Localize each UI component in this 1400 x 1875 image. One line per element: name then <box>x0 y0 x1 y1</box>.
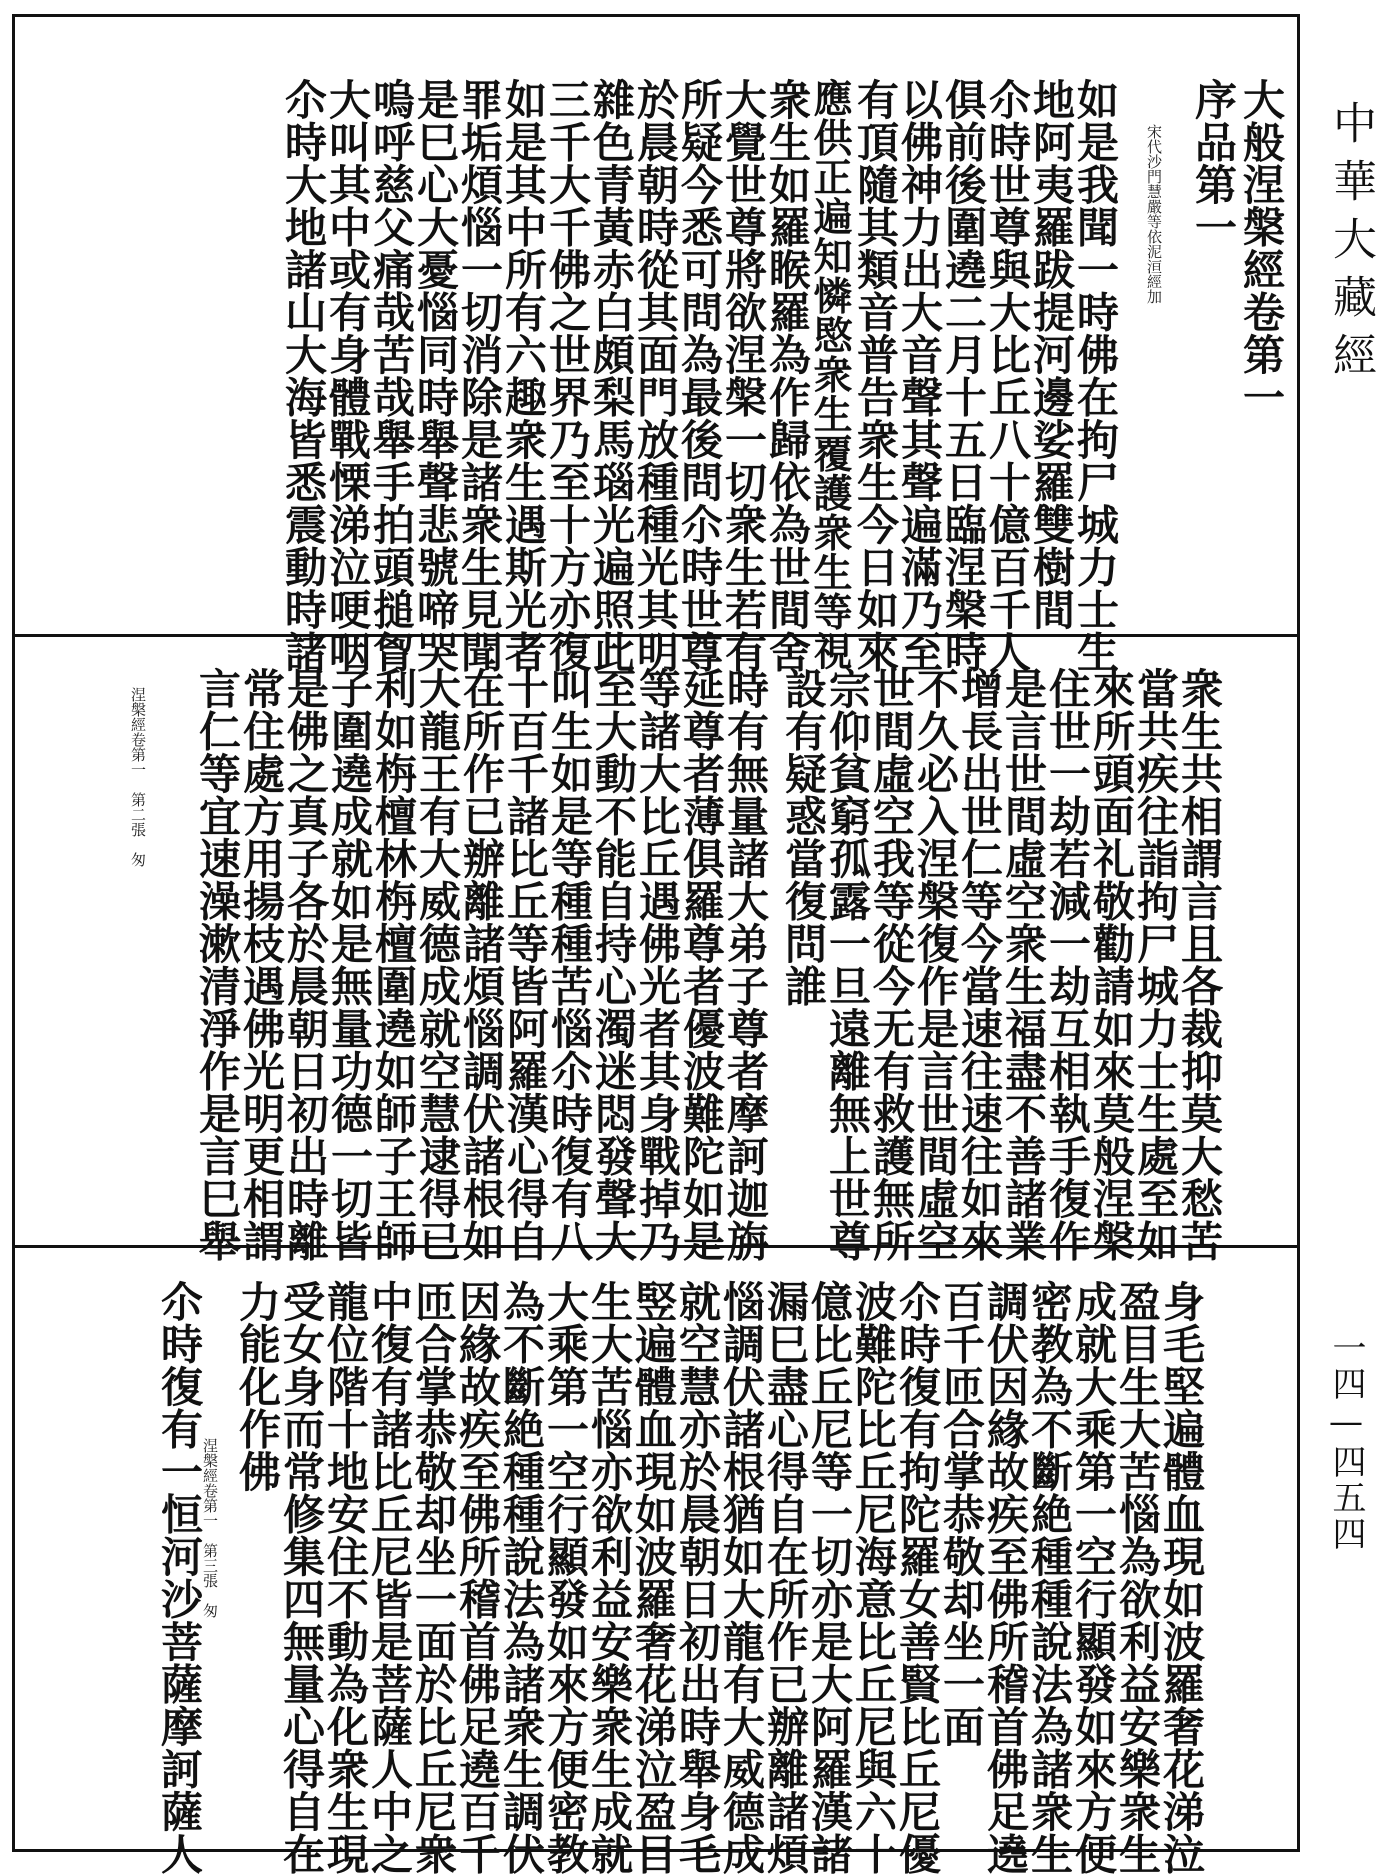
text-column: 所疑今悉可問為最後問尒時世尊 <box>675 78 724 673</box>
text-column: 雜色青黃赤白頗梨馬瑙光遍照此 <box>587 78 636 673</box>
text-column: 因緣故疾至佛所稽首佛足遶百千 <box>453 1280 502 1875</box>
text-column: 盈目生大苦惱為欲利益安樂衆生 <box>1113 1280 1162 1875</box>
text-column: 身毛堅遍體血現如波羅奢花涕泣 <box>1157 1280 1206 1875</box>
panel-1 <box>12 14 1300 673</box>
text-column: 波難陀比丘尼海意比丘尼與六十 <box>849 1280 898 1875</box>
text-column: 大覺世尊將欲涅槃一切衆生若有 <box>719 78 768 673</box>
text-column: 至大動不能自持心濁迷悶發聲大 <box>589 667 638 1262</box>
text-column: 竪遍體血現如波羅奢花涕泣盈目 <box>629 1280 678 1875</box>
text-column: 大叫其中或有身體戰慄涕泣哽咽 <box>323 78 372 673</box>
page-footer-note: 涅槃經卷第一 第三張 匆 <box>201 1438 219 1618</box>
text-column: 受女身而常修集四無量心得自在 <box>277 1280 326 1875</box>
text-column: 力能化作佛 <box>233 1280 282 1493</box>
text-column: 世間虛空我等從今无有救護無所 <box>867 667 916 1262</box>
text-column: 利如栴檀林栴檀圍遶如師子王師 <box>369 667 418 1262</box>
text-column: 衆生共相謂言且各裁抑莫大愁苦 <box>1175 667 1224 1262</box>
collection-title: 中華大藏經 <box>1325 100 1376 390</box>
text-column: 龍位階十地安住不動為化衆生現 <box>321 1280 370 1875</box>
text-column: 常住處方用揚枝遇佛光明更相謂 <box>237 667 286 1262</box>
text-column: 宗仰貧窮孤露一旦遠離無上世尊 <box>823 667 872 1262</box>
chapter-heading: 序品第一 <box>1189 78 1238 248</box>
sutra-title: 大般涅槃經卷第一 <box>1237 78 1286 418</box>
text-column: 如是其中所有六趣衆生遇斯光者 <box>499 78 548 673</box>
text-column: 尒時復有拘陀羅女善賢比丘尼優 <box>893 1280 942 1875</box>
text-column: 密教為不斷絶種種說法為諸衆生 <box>1025 1280 1074 1875</box>
text-column: 如是我聞一時佛在拘尸城力士生 <box>1071 78 1120 673</box>
text-column: 叫生如是等種種苦惱尒時復有八 <box>545 667 594 1262</box>
text-column: 罪垢煩惱一切消除是諸衆生見聞 <box>455 78 504 673</box>
text-column: 是佛之真子各於晨朝日初出時離 <box>281 667 330 1262</box>
text-column: 成就大乘第一空行顯發如來方便 <box>1069 1280 1118 1875</box>
text-column: 有頂隨其類音普告衆生今日如來 <box>851 78 900 673</box>
text-column: 在所作已辦離諸煩惱調伏諸根如 <box>457 667 506 1262</box>
text-column: 俱前後圍遶二月十五日臨涅槃時 <box>939 78 988 673</box>
text-column: 生大苦惱亦欲利益安樂衆生成就 <box>585 1280 634 1875</box>
text-column: 時有無量諸大弟子尊者摩訶迦旃 <box>721 667 770 1262</box>
text-column: 中復有諸比丘尼皆是菩薩人中之 <box>365 1280 414 1875</box>
text-column: 百千匝合掌恭敬却坐一面 <box>937 1280 986 1748</box>
text-column: 增長出世仁等今當速往速往如來 <box>955 667 1004 1262</box>
text-column: 是巳心大憂惱同時舉聲悲號啼哭 <box>411 78 460 673</box>
text-column: 大乘第一空行顯發如來方便密教 <box>541 1280 590 1875</box>
text-column: 來所頭面礼敬勸請如來莫般涅槃 <box>1087 667 1136 1262</box>
text-column: 大龍王有大威德成就空慧逮得已 <box>413 667 462 1262</box>
text-column: 住世一劫若減一劫互相執手復作 <box>1043 667 1092 1262</box>
text-column: 十百千諸比丘等皆阿羅漢心得自 <box>501 667 550 1262</box>
text-column: 三千大千佛之世界乃至十方亦復 <box>543 78 592 673</box>
text-column: 尒時復有一恒河沙菩薩摩訶薩人 <box>155 1280 204 1875</box>
page-footer-note: 涅槃經卷第一 第二張 匆 <box>129 687 147 867</box>
text-column: 不久必入涅槃復作是言世間虛空 <box>911 667 960 1262</box>
text-column: 應供正遍知憐愍衆生覆護衆生等視 <box>807 78 853 671</box>
panel-2 <box>12 637 1300 1262</box>
page-number: 一四—四五四 <box>1326 1330 1366 1552</box>
text-column: 子圍遶成就如是無量功德一切皆 <box>325 667 374 1262</box>
text-column: 調伏因緣故疾至佛所稽首佛足遶 <box>981 1280 1030 1875</box>
text-column: 延尊者薄俱羅尊者優波難陀如是 <box>677 667 726 1262</box>
text-column: 當共疾往詣拘尸城力士生處至如 <box>1131 667 1180 1262</box>
text-column: 為不斷絶種種說法為諸衆生調伏 <box>497 1280 546 1875</box>
text-column: 尒時大地諸山大海皆悉震動時諸 <box>279 78 328 673</box>
text-column: 於晨朝時從其面門放種種光其明 <box>631 78 680 673</box>
text-column: 等諸大比丘遇佛光者其身戰掉乃 <box>633 667 682 1262</box>
text-column: 言仁等宜速澡漱清淨作是言巳舉 <box>193 667 242 1262</box>
text-column: 匝合掌恭敬却坐一面於比丘尼衆 <box>409 1280 458 1875</box>
text-column: 以佛神力出大音聲其聲遍滿乃至 <box>895 78 944 673</box>
text-column: 地阿夷羅跋提河邊娑羅雙樹間 <box>1027 78 1076 631</box>
text-column: 是言世間虛空衆生福盡不善諸業 <box>999 667 1048 1262</box>
text-column: 就空慧亦於晨朝日初出時舉身毛 <box>673 1280 722 1875</box>
text-column: 尒時世尊與大比丘八十億百千人 <box>983 78 1032 673</box>
text-column: 漏巳盡心得自在所作已辦離諸煩 <box>761 1280 810 1875</box>
text-column: 設有疑惑當復問誰 <box>779 667 828 1007</box>
text-column: 衆生如羅睺羅為作歸依為世間舍 <box>763 78 812 673</box>
panel-3 <box>12 1248 1300 1875</box>
text-column: 惱調伏諸根猶如大龍有大威德成 <box>717 1280 766 1875</box>
text-column: 億比丘尼等一切亦是大阿羅漢諸 <box>805 1280 854 1875</box>
translator-note: 宋代沙門慧嚴等依泥洹經加 <box>1145 124 1163 304</box>
text-column: 嗚呼慈父痛哉苦哉舉手拍頭搥胷 <box>367 78 416 673</box>
